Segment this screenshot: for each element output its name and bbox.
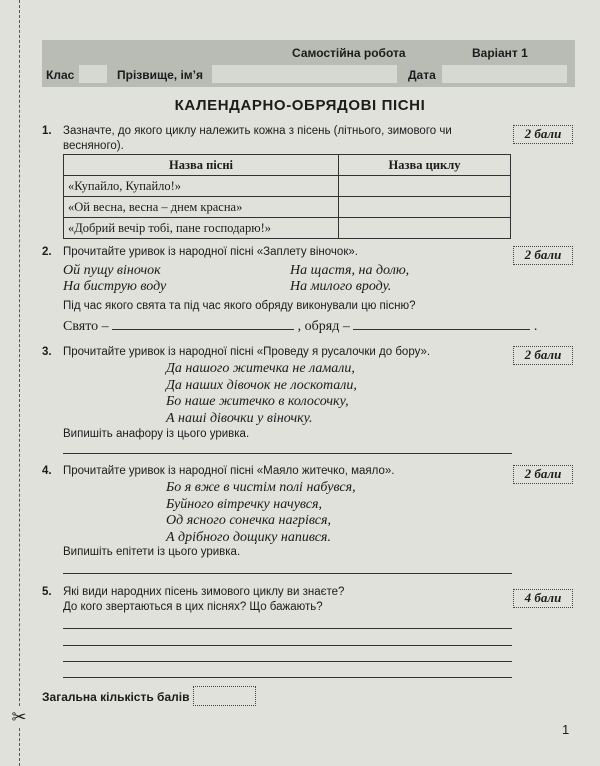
table-row <box>64 176 511 197</box>
score-badge-q2: 2 бали <box>513 246 573 265</box>
date-label: Дата <box>408 68 436 82</box>
question-text: Зазначте, до якого циклу належить кожна з пісень (літнього, зимового чи весняного). <box>63 125 452 152</box>
answer-line-2[interactable] <box>63 645 512 646</box>
holiday-label: Свято – <box>63 319 109 334</box>
column-header-song: Назва пісні <box>64 155 339 176</box>
question-subprompt: Під час якого свята та під час якого обряду виконували цю пісню? <box>63 300 416 312</box>
name-label: Прізвище, ім’я <box>117 68 204 82</box>
question-text: Прочитайте уривок із народної пісні «Маяло житечко, маяло». <box>63 465 395 477</box>
question-number: 5. <box>42 586 52 598</box>
question-text: Прочитайте уривок із народної пісні «Проведу я русалочки до бору». <box>63 346 431 358</box>
poem-excerpt <box>166 361 357 427</box>
poem-line: Буйного вітречку начувся, <box>166 496 323 512</box>
poem-line: А наші дівочки у віночку. <box>166 410 313 426</box>
song-name: «Купайло, Купайло!» <box>64 176 339 197</box>
page-title: КАЛЕНДАРНО-ОБРЯДОВІ ПІСНІ <box>174 97 426 114</box>
question-number: 4. <box>42 465 52 477</box>
songs-table <box>63 154 511 239</box>
poem-line: На биструю воду <box>63 279 167 294</box>
holiday-ritual-answer <box>63 318 537 335</box>
poem-line: Бо наше житечко в колосочку, <box>166 394 349 409</box>
poem-line: Да наших дівочок не лоскотали, <box>166 377 357 393</box>
poem-left-column <box>63 263 166 295</box>
score-badge-q4: 2 бали <box>513 465 573 484</box>
poem-line: Ой пущу віночок <box>63 263 161 278</box>
answer-line-4[interactable] <box>63 677 512 678</box>
page-number: 1 <box>562 722 570 737</box>
poem-line: На милого вроду. <box>290 279 392 294</box>
epithets-answer-line[interactable] <box>63 573 512 574</box>
class-field[interactable] <box>79 65 107 83</box>
question-text-line-2: До кого звертаються в цих піснях? Що бажають? <box>63 601 323 613</box>
question-text-line-1: Які види народних пісень зимового циклу ви знаєте? <box>63 586 345 598</box>
total-score-field[interactable] <box>193 686 256 706</box>
poem-line: Од ясного сонечка нагрівся, <box>166 513 331 528</box>
poem-excerpt <box>166 480 356 546</box>
class-label: Клас <box>46 68 75 82</box>
poem-line: На щастя, на долю, <box>290 263 410 278</box>
total-score-label: Загальна кількість балів <box>42 690 190 704</box>
poem-line: А дрібного дощику напився. <box>166 529 331 545</box>
question-subprompt: Випишіть епітети із цього уривка. <box>63 546 241 558</box>
scissors-icon: ✂ <box>11 707 27 727</box>
answer-line-1[interactable] <box>63 628 512 629</box>
song-name: «Добрий вечір тобі, пане господарю!» <box>64 218 339 239</box>
poem-right-column <box>290 263 409 295</box>
period: . <box>533 319 538 334</box>
variant-label: Варіант 1 <box>472 46 528 60</box>
score-badge-q3: 2 бали <box>513 346 573 365</box>
poem-line: Бо я вже в чистім полі набувся, <box>166 480 356 495</box>
question-subprompt: Випишіть анафору із цього уривка. <box>63 428 250 440</box>
question-number: 3. <box>42 346 52 358</box>
score-badge-q5: 4 бали <box>513 589 573 608</box>
question-text: Прочитайте уривок із народної пісні «Заплету віночок». <box>63 246 358 258</box>
answer-line-3[interactable] <box>63 661 512 662</box>
question-number: 2. <box>42 246 52 258</box>
name-field[interactable] <box>212 65 397 83</box>
table-row <box>64 197 511 218</box>
worksheet-type: Самостійна робота <box>292 46 406 60</box>
holiday-answer-field[interactable] <box>112 318 294 330</box>
date-field[interactable] <box>442 65 567 83</box>
anaphora-answer-line[interactable] <box>63 453 512 454</box>
column-header-cycle: Назва циклу <box>339 155 511 176</box>
table-header-row <box>64 155 511 176</box>
worksheet-header <box>42 40 575 87</box>
ritual-answer-field[interactable] <box>353 318 530 330</box>
cycle-answer-cell[interactable] <box>339 176 511 197</box>
song-name: «Ой весна, весна – днем красна» <box>64 197 339 218</box>
cycle-answer-cell[interactable] <box>339 218 511 239</box>
poem-line: Да нашого житечка не ламали, <box>166 361 355 376</box>
ritual-label: , обряд – <box>297 319 350 334</box>
cut-line-divider <box>19 0 20 766</box>
score-badge-q1: 2 бали <box>513 125 573 144</box>
cycle-answer-cell[interactable] <box>339 197 511 218</box>
question-number: 1. <box>42 125 52 137</box>
table-row <box>64 218 511 239</box>
